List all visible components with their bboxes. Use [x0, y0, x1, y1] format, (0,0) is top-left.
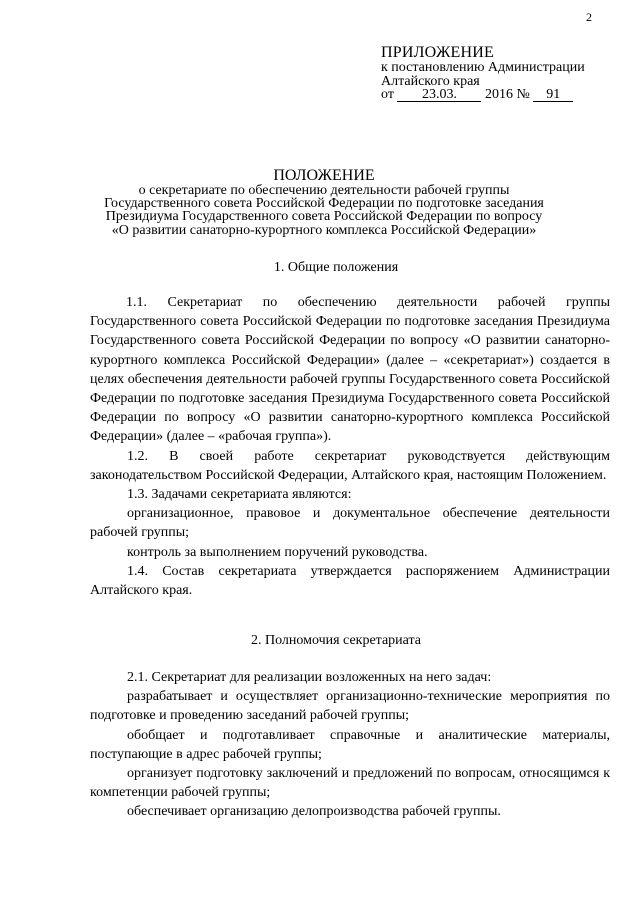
from-label: от	[381, 87, 394, 102]
paragraph: разрабатывает и осуществляет организационно-технические мероприятия по подготовке и проведению заседаний рабочей группы;	[90, 689, 610, 724]
paragraph: 1.1. Секретариат по обеспечению деятельности рабочей группы Государственного совета Российской Федерации по подготовке заседания Президиума Государственного совета Российской Федерации по вопросу «О развитии санаторно-курортного комплекса Российской Федерации» (далее – «секретариат») создается в целях обеспечения деятельности рабочей группы Государственного совета Российской Федерации по подготовке заседания Президиума Государственного совета Российской Федерации по вопросу «О развитии санаторно-курортного комплекса Российской Федерации» (далее – «рабочая группа»).	[90, 295, 610, 445]
paragraph: 1.3. Задачами секретариата являются:	[127, 487, 352, 503]
section-2-title: 2. Полномочия секретариата	[250, 633, 422, 648]
paragraph: 1.4. Состав секретариата утверждается распоряжением Администрации Алтайского края.	[90, 563, 610, 599]
appendix-title: ПРИЛОЖЕНИЕ	[381, 44, 495, 61]
paragraph: 1.2. В своей работе секретариат руководствуется действующим законодательством Российской Федерации, Алтайского края, настоящим Положением.	[90, 448, 610, 483]
document-title: ПОЛОЖЕНИЕ	[273, 167, 375, 184]
paragraph: организационное, правовое и документальное обеспечение деятельности рабочей группы;	[90, 506, 610, 541]
document-subtitle-line: Государственного совета Российской Федерации по подготовке заседания	[104, 196, 544, 212]
paragraph: 2.1. Секретариат для реализации возложенных на него задач:	[127, 670, 492, 685]
document-subtitle-line: о секретариате по обеспечению деятельности рабочей группы	[138, 183, 510, 198]
page-number: 2	[586, 10, 592, 24]
document-subtitle-line: Президиума Государственного совета Российской Федерации по вопросу	[105, 209, 543, 225]
paragraph: контроль за выполнением поручений руководства.	[127, 544, 428, 560]
resolution-date: 23.03.	[397, 88, 481, 102]
section-2-body	[90, 668, 610, 822]
resolution-year: 2016 №	[484, 87, 530, 102]
document-heading	[60, 168, 588, 237]
appendix-block	[381, 45, 585, 102]
paragraph: обобщает и подготавливает справочные и аналитические материалы, поступающие в адрес рабочей группы;	[90, 727, 610, 762]
document-subtitle-line: «О развитии санаторно-курортного комплекса Российской Федерации»	[111, 222, 537, 238]
section-1-body	[90, 293, 610, 600]
paragraph: обеспечивает организацию делопроизводства рабочей группы.	[127, 804, 501, 820]
resolution-number: 91	[533, 88, 573, 102]
paragraph: организует подготовку заключений и предложений по вопросам, относящимся к компетенции рабочей группы;	[90, 766, 610, 801]
appendix-line-2: Алтайского края	[381, 73, 480, 89]
appendix-dateline	[381, 88, 585, 102]
section-1-title: 1. Общие положения	[273, 260, 399, 275]
appendix-line-1: к постановлению Администрации	[381, 60, 585, 75]
